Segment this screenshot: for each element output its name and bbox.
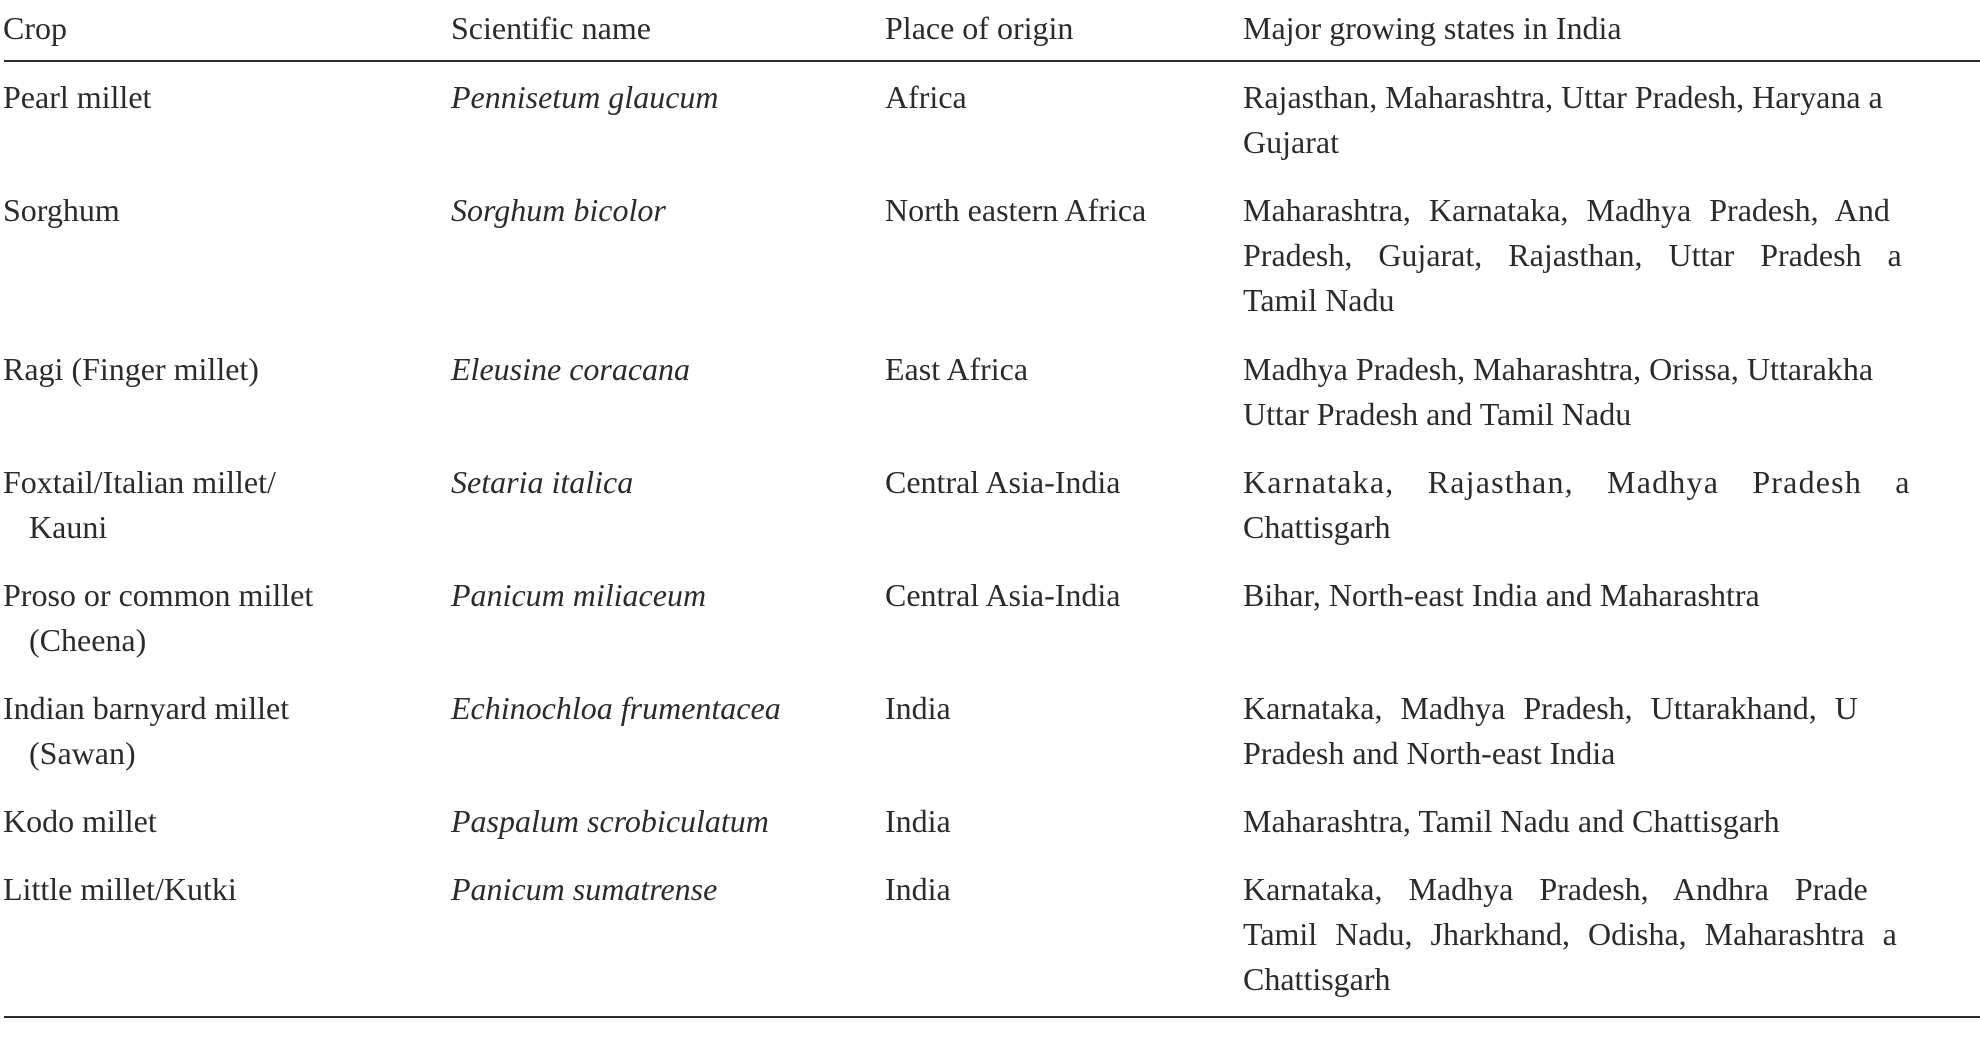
- cell-states-line: Pradesh and North-east India: [1243, 735, 1616, 771]
- cell-growing-states: [1243, 867, 1897, 1002]
- cell-scientific-name: Sorghum bicolor: [451, 192, 666, 228]
- cell-place-of-origin: Central Asia-India: [885, 577, 1121, 613]
- cell-crop: [3, 75, 151, 120]
- cell-crop-line: Kodo millet: [3, 803, 157, 839]
- cell-states-line: Karnataka, Madhya Pradesh, Uttarakhand, U: [1243, 690, 1858, 726]
- cell-growing-states: [1243, 188, 1902, 323]
- cell-crop-line: Indian barnyard millet: [3, 690, 290, 726]
- cell-crop-line: Kauni: [29, 509, 108, 545]
- cell-crop: [3, 347, 259, 392]
- cell-crop-line: (Sawan): [29, 735, 136, 771]
- cell-crop-line: Proso or common millet: [3, 577, 314, 613]
- cell-place-of-origin: India: [885, 803, 951, 839]
- cell-crop: [3, 867, 237, 912]
- cell-states-line: Chattisgarh: [1243, 961, 1391, 997]
- cell-crop: [3, 573, 313, 663]
- cell-growing-states: [1243, 347, 1873, 437]
- cell-crop-line: (Cheena): [29, 622, 147, 658]
- cell-states-line: Madhya Pradesh, Maharashtra, Orissa, Uttarakha: [1243, 351, 1874, 387]
- cell-crop-line: Ragi (Finger millet): [3, 351, 259, 387]
- cell-states-line: Karnataka, Madhya Pradesh, Andhra Prade: [1243, 871, 1868, 907]
- cell-states-line: Maharashtra, Tamil Nadu and Chattisgarh: [1243, 803, 1780, 839]
- cell-states-line: Gujarat: [1243, 124, 1339, 160]
- cell-place-of-origin: East Africa: [885, 351, 1029, 387]
- cell-crop-line: Foxtail/Italian millet/: [3, 464, 276, 500]
- cell-states-line: Rajasthan, Maharashtra, Uttar Pradesh, Haryana a: [1243, 79, 1883, 115]
- cell-scientific-name: Eleusine coracana: [451, 351, 691, 387]
- cell-scientific-name: Panicum miliaceum: [451, 577, 707, 613]
- header-place-of-origin: Place of origin: [885, 10, 1074, 46]
- cell-crop: [3, 686, 289, 776]
- cell-states-line: Bihar, North-east India and Maharashtra: [1243, 577, 1760, 613]
- cell-scientific-name: Paspalum scrobiculatum: [451, 803, 769, 839]
- cell-states-line: Karnataka, Rajasthan, Madhya Pradesh a: [1243, 464, 1911, 500]
- cell-crop-line: Little millet/Kutki: [3, 871, 237, 907]
- cell-growing-states: [1243, 75, 1883, 165]
- cell-states-line: Uttar Pradesh and Tamil Nadu: [1243, 396, 1632, 432]
- header-crop: Crop: [3, 10, 67, 46]
- cell-crop: [3, 188, 120, 233]
- cell-growing-states: [1243, 460, 1911, 550]
- table-bottom-rule: [4, 1016, 1980, 1018]
- cell-scientific-name: Echinochloa frumentacea: [451, 690, 781, 726]
- cell-states-line: Tamil Nadu: [1243, 282, 1395, 318]
- cell-scientific-name: Setaria italica: [451, 464, 634, 500]
- cell-crop-line: Pearl millet: [3, 79, 152, 115]
- cell-place-of-origin: Central Asia-India: [885, 464, 1121, 500]
- cell-states-line: Tamil Nadu, Jharkhand, Odisha, Maharashtra a: [1243, 916, 1897, 952]
- cell-place-of-origin: North eastern Africa: [885, 192, 1147, 228]
- cell-scientific-name: Pennisetum glaucum: [451, 79, 719, 115]
- cell-growing-states: [1243, 573, 1760, 618]
- cell-scientific-name: Panicum sumatrense: [451, 871, 718, 907]
- cell-place-of-origin: Africa: [885, 79, 967, 115]
- cell-crop: [3, 799, 157, 844]
- header-rule: [4, 60, 1980, 62]
- cell-crop-line: Sorghum: [3, 192, 120, 228]
- cell-growing-states: [1243, 799, 1780, 844]
- header-scientific-name: Scientific name: [451, 10, 651, 46]
- cell-states-line: Chattisgarh: [1243, 509, 1391, 545]
- cell-states-line: Maharashtra, Karnataka, Madhya Pradesh, And: [1243, 192, 1890, 228]
- cell-crop: [3, 460, 276, 550]
- cell-place-of-origin: India: [885, 871, 951, 907]
- header-growing-states: Major growing states in India: [1243, 10, 1622, 46]
- cell-states-line: Pradesh, Gujarat, Rajasthan, Uttar Pradesh a: [1243, 237, 1902, 273]
- cell-growing-states: [1243, 686, 1858, 776]
- cell-place-of-origin: India: [885, 690, 951, 726]
